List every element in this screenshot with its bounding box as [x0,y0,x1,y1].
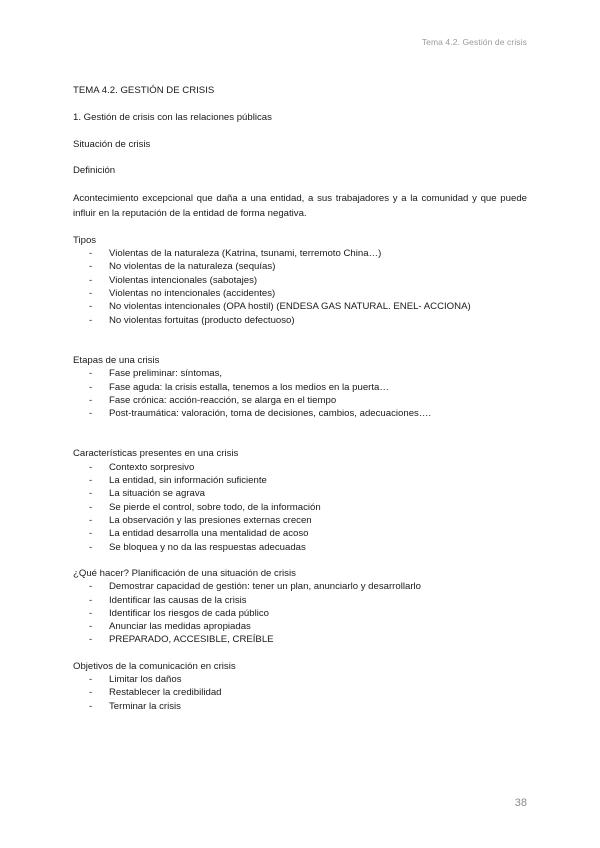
tipos-list [73,247,527,327]
list-item [73,620,527,633]
dash-bullet: - [89,394,93,406]
list-item-text: Post-traumática: valoración, toma de decisiones, cambios, adecuaciones…. [109,408,432,420]
list-item [73,580,527,593]
dash-bullet: - [89,301,93,313]
section-heading-caracteristicas: Características presentes en una crisis [73,448,239,460]
list-item-text: Fase aguda: la crisis estalla, tenemos a los medios en la puerta… [109,381,389,393]
list-item-text: La situación se agrava [109,488,205,500]
list-item [73,300,527,313]
dash-bullet: - [89,261,93,273]
list-item-text: Limitar los daños [109,674,182,686]
dash-bullet: - [89,687,93,699]
dash-bullet: - [89,621,93,633]
dash-bullet: - [89,634,93,646]
list-item-text: Fase preliminar: síntomas, [109,368,223,380]
list-item-text: PREPARADO, ACCESIBLE, CREÍBLE [109,634,274,646]
dash-bullet: - [89,475,93,487]
list-item [73,314,527,327]
list-item [73,247,527,260]
list-item-text: Demostrar capacidad de gestión: tener un plan, anunciarlo y desarrollarlo [109,581,421,593]
document-body [73,84,527,713]
list-item-text: La entidad desarrolla una mentalidad de acoso [109,528,309,540]
list-item-text: Violentas intencionales (sabotajes) [109,274,258,286]
list-item-text: La entidad, sin información suficiente [109,475,267,487]
que-hacer-list [73,580,527,646]
list-item [73,607,527,620]
list-item-text: No violentas fortuitas (producto defectuoso) [109,314,295,326]
list-item [73,700,527,713]
list-item [73,474,527,487]
dash-bullet: - [89,274,93,286]
caracteristicas-list [73,461,527,554]
document-title: TEMA 4.2. GESTIÓN DE CRISIS [73,85,215,96]
section-heading-que-hacer: ¿Qué hacer? Planificación de una situación de crisis [73,567,296,579]
section-heading-objetivos: Objetivos de la comunicación en crisis [73,660,236,672]
page-number: 38 [514,797,527,809]
list-item-text: Fase crónica: acción-reacción, se alarga en el tiempo [109,394,337,406]
list-item-text: Se pierde el control, sobre todo, de la información [109,501,321,513]
list-item [73,594,527,607]
dash-bullet: - [89,581,93,593]
dash-bullet: - [89,700,93,712]
dash-bullet: - [89,528,93,540]
list-item [73,686,527,699]
list-item-text: Anunciar las medidas apropiadas [109,621,251,633]
dash-bullet: - [89,674,93,686]
list-item-text: Identificar los riesgos de cada público [109,607,269,619]
etapas-list [73,367,527,420]
dash-bullet: - [89,314,93,326]
list-item [73,673,527,686]
dash-bullet: - [89,607,93,619]
definicion-paragraph: Acontecimiento excepcional que daña a una entidad, a sus trabajadores y a la comunidad y que puede influir en la reputación de la entidad de forma negativa. [73,192,527,219]
list-item [73,274,527,287]
list-item-text: Contexto sorpresivo [109,461,195,473]
list-item [73,461,527,474]
list-item [73,633,527,646]
section-heading-situacion: Situación de crisis [73,138,151,150]
dash-bullet: - [89,594,93,606]
dash-bullet: - [89,287,93,299]
dash-bullet: - [89,488,93,500]
dash-bullet: - [89,381,93,393]
list-item [73,394,527,407]
dash-bullet: - [89,501,93,513]
section-heading-tipos: Tipos [73,234,97,246]
dash-bullet: - [89,248,93,260]
list-item-text: No violentas de la naturaleza (sequías) [109,261,276,273]
list-item [73,367,527,380]
dash-bullet: - [89,408,93,420]
list-item-text: La observación y las presiones externas crecen [109,515,312,526]
list-item [73,287,527,300]
list-item-text: Violentas de la naturaleza (Katrina, tsunami, terremoto China…) [109,248,382,260]
section-heading-definicion: Definición [73,165,116,177]
list-item-text: Terminar la crisis [109,700,181,712]
dash-bullet: - [89,515,93,526]
dash-bullet: - [89,461,93,473]
list-item [73,514,527,527]
running-header: Tema 4.2. Gestión de crisis [421,37,527,47]
list-item-text: No violentas intencionales (OPA hostil) (ENDESA GAS NATURAL. ENEL- ACCIONA) [109,301,471,313]
list-item [73,407,527,420]
list-item [73,487,527,500]
list-item [73,501,527,514]
objetivos-list [73,673,527,713]
list-item [73,260,527,273]
dash-bullet: - [89,368,93,380]
list-item [73,381,527,394]
list-item-text: Violentas no intencionales (accidentes) [109,287,276,299]
list-item-text: Identificar las causas de la crisis [109,594,247,606]
list-item-text: Restablecer la credibilidad [109,687,222,699]
list-item-text: Se bloquea y no da las respuestas adecuadas [109,541,306,553]
dash-bullet: - [89,541,93,553]
list-item [73,541,527,554]
list-item [73,527,527,540]
section-heading-gestion: 1. Gestión de crisis con las relaciones públicas [73,112,272,124]
section-heading-etapas: Etapas de una crisis [73,354,160,366]
